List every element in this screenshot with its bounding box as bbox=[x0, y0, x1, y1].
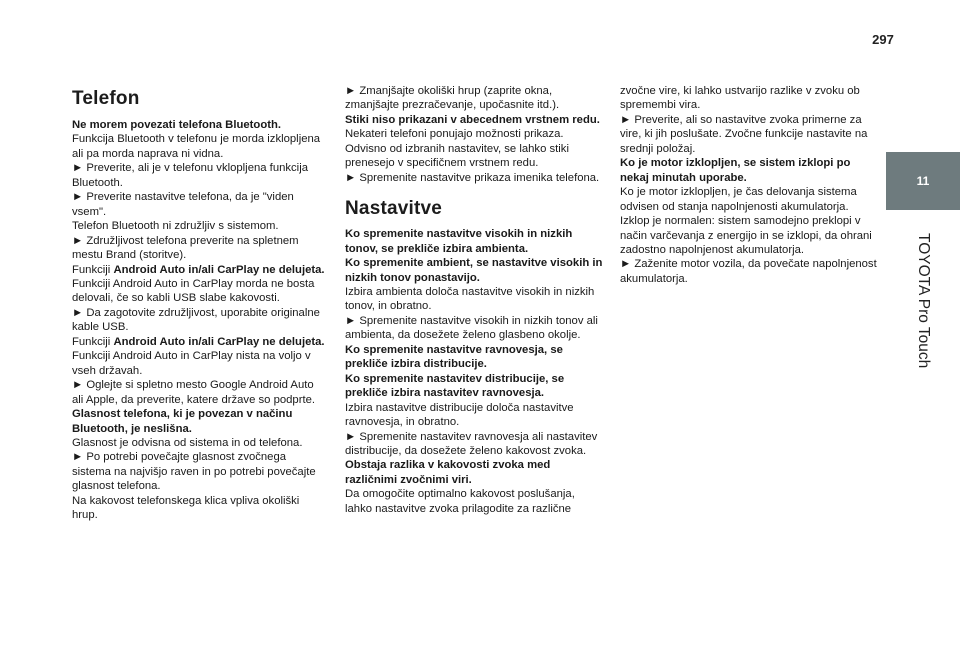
paragraph: ► Zmanjšajte okoliški hrup (zaprite okna, zmanjšajte prezračevanje, upočasnite itd.). bbox=[345, 85, 560, 112]
heading-telefon: Telefon bbox=[72, 88, 140, 109]
paragraph: Nekateri telefoni ponujajo možnosti prikaza. Odvisno od izbranih nastavitev, se lahko stiki prenesejo v specifičnem vrstnem redu. bbox=[345, 128, 569, 170]
paragraph: Ko spremenite nastavitev distribucije, se prekliče izbira nastavitev ravnovesja. bbox=[345, 372, 565, 400]
paragraph: ► Preverite, ali so nastavitve zvoka primerne za vire, ki jih poslušate. Zvočne funkcije nastavite na srednji položaj. bbox=[620, 113, 868, 155]
paragraph: Obstaja razlika v kakovosti zvoka med različnimi zvočnimi viri. bbox=[345, 459, 551, 486]
paragraph: Funkciji Android Auto in CarPlay morda ne bosta delovali, če so kabli USB slabe kakovosti. bbox=[72, 277, 315, 305]
paragraph: Funkciji Android Auto in/ali CarPlay ne delujeta. bbox=[72, 263, 325, 276]
paragraph: Telefon Bluetooth ni združljiv s sistemom. bbox=[72, 220, 279, 233]
paragraph: Izklop je normalen: sistem samodejno preklopi v način varčevanja z energijo in se izklopi, da ohrani zadostno napolnjenost akumulatorja. bbox=[620, 215, 872, 256]
paragraph: Glasnost je odvisna od sistema in od telefona. bbox=[72, 436, 303, 449]
page-number: 297 bbox=[872, 32, 894, 47]
paragraph: ► Spremenite nastavitve visokih in nizkih tonov ali ambienta, da dosežete želeno glasbeno okolje. bbox=[345, 314, 598, 342]
paragraph: ► Zaženite motor vozila, da povečate napolnjenost akumulatorja. bbox=[620, 258, 877, 285]
paragraph: zvočne vire, ki lahko ustvarijo razlike v zvoku ob spremembi vira. bbox=[620, 85, 860, 112]
heading-nastavitve: Nastavitve bbox=[345, 198, 443, 220]
paragraph: Izbira nastavitve distribucije določa nastavitve ravnovesja, in obratno. bbox=[345, 401, 574, 429]
paragraph: ► Preverite nastavitve telefona, da je "viden vsem". bbox=[72, 191, 294, 218]
paragraph: ► Da zagotovite združljivost, uporabite originalne kable USB. bbox=[72, 306, 320, 334]
paragraph: ► Preverite, ali je v telefonu vklopljena funkcija Bluetooth. bbox=[72, 162, 308, 189]
paragraph: ► Spremenite nastavitev ravnovesja ali nastavitev distribucije, da dosežete želeno kakovost zvoka. bbox=[345, 430, 598, 457]
paragraph: Ne morem povezati telefona Bluetooth. bbox=[72, 119, 282, 131]
paragraph: Izbira ambienta določa nastavitve visokih in nizkih tonov, in obratno. bbox=[345, 285, 595, 313]
paragraph: Ko spremenite nastavitve visokih in nizkih tonov, se prekliče izbira ambienta. bbox=[345, 228, 573, 255]
chapter-number: 11 bbox=[916, 174, 930, 188]
column-1 bbox=[72, 82, 328, 523]
paragraph: Da omogočite optimalno kakovost poslušanja, lahko nastavitve zvoka prilagodite za različne bbox=[345, 488, 575, 515]
paragraph: ► Oglejte si spletno mesto Google Android Auto ali Apple, da preverite, katere države so podprte. bbox=[72, 379, 316, 406]
paragraph: Stiki niso prikazani v abecednem vrstnem redu. bbox=[345, 113, 600, 126]
paragraph: ► Združljivost telefona preverite na spletnem mestu Brand (storitve). bbox=[72, 234, 299, 262]
paragraph: Glasnost telefona, ki je povezan v načinu Bluetooth, je neslišna. bbox=[72, 408, 293, 435]
paragraph: Ko spremenite nastavitve ravnovesja, se prekliče izbira distribucije. bbox=[345, 343, 563, 371]
paragraph: Funkciji Android Auto in CarPlay nista na voljo v vseh državah. bbox=[72, 350, 311, 377]
section-side-label bbox=[886, 216, 960, 386]
paragraph: Funkcija Bluetooth v telefonu je morda izklopljena ali pa morda naprava ni vidna. bbox=[72, 133, 321, 160]
paragraph: Ko je motor izklopljen, je čas delovanja sistema odvisen od stanja napolnjenosti akumulatorja. bbox=[620, 186, 857, 213]
paragraph: Na kakovost telefonskega klica vpliva okoliški hrup. bbox=[72, 494, 300, 522]
column-2 bbox=[345, 84, 603, 516]
paragraph: ► Po potrebi povečajte glasnost zvočnega sistema na najvišjo raven in po potrebi povečajte glasnost telefona. bbox=[72, 451, 316, 493]
column-3 bbox=[620, 84, 882, 286]
section-title: TOYOTA Pro Touch bbox=[915, 233, 932, 369]
paragraph: ► Spremenite nastavitve prikaza imenika telefona. bbox=[345, 171, 600, 184]
paragraph: Ko je motor izklopljen, se sistem izklopi po nekaj minutah uporabe. bbox=[620, 157, 851, 184]
paragraph: Funkciji Android Auto in/ali CarPlay ne delujeta. bbox=[72, 335, 325, 348]
paragraph: Ko spremenite ambient, se nastavitve visokih in nizkih tonov ponastavijo. bbox=[345, 257, 603, 284]
chapter-tab bbox=[886, 152, 960, 210]
